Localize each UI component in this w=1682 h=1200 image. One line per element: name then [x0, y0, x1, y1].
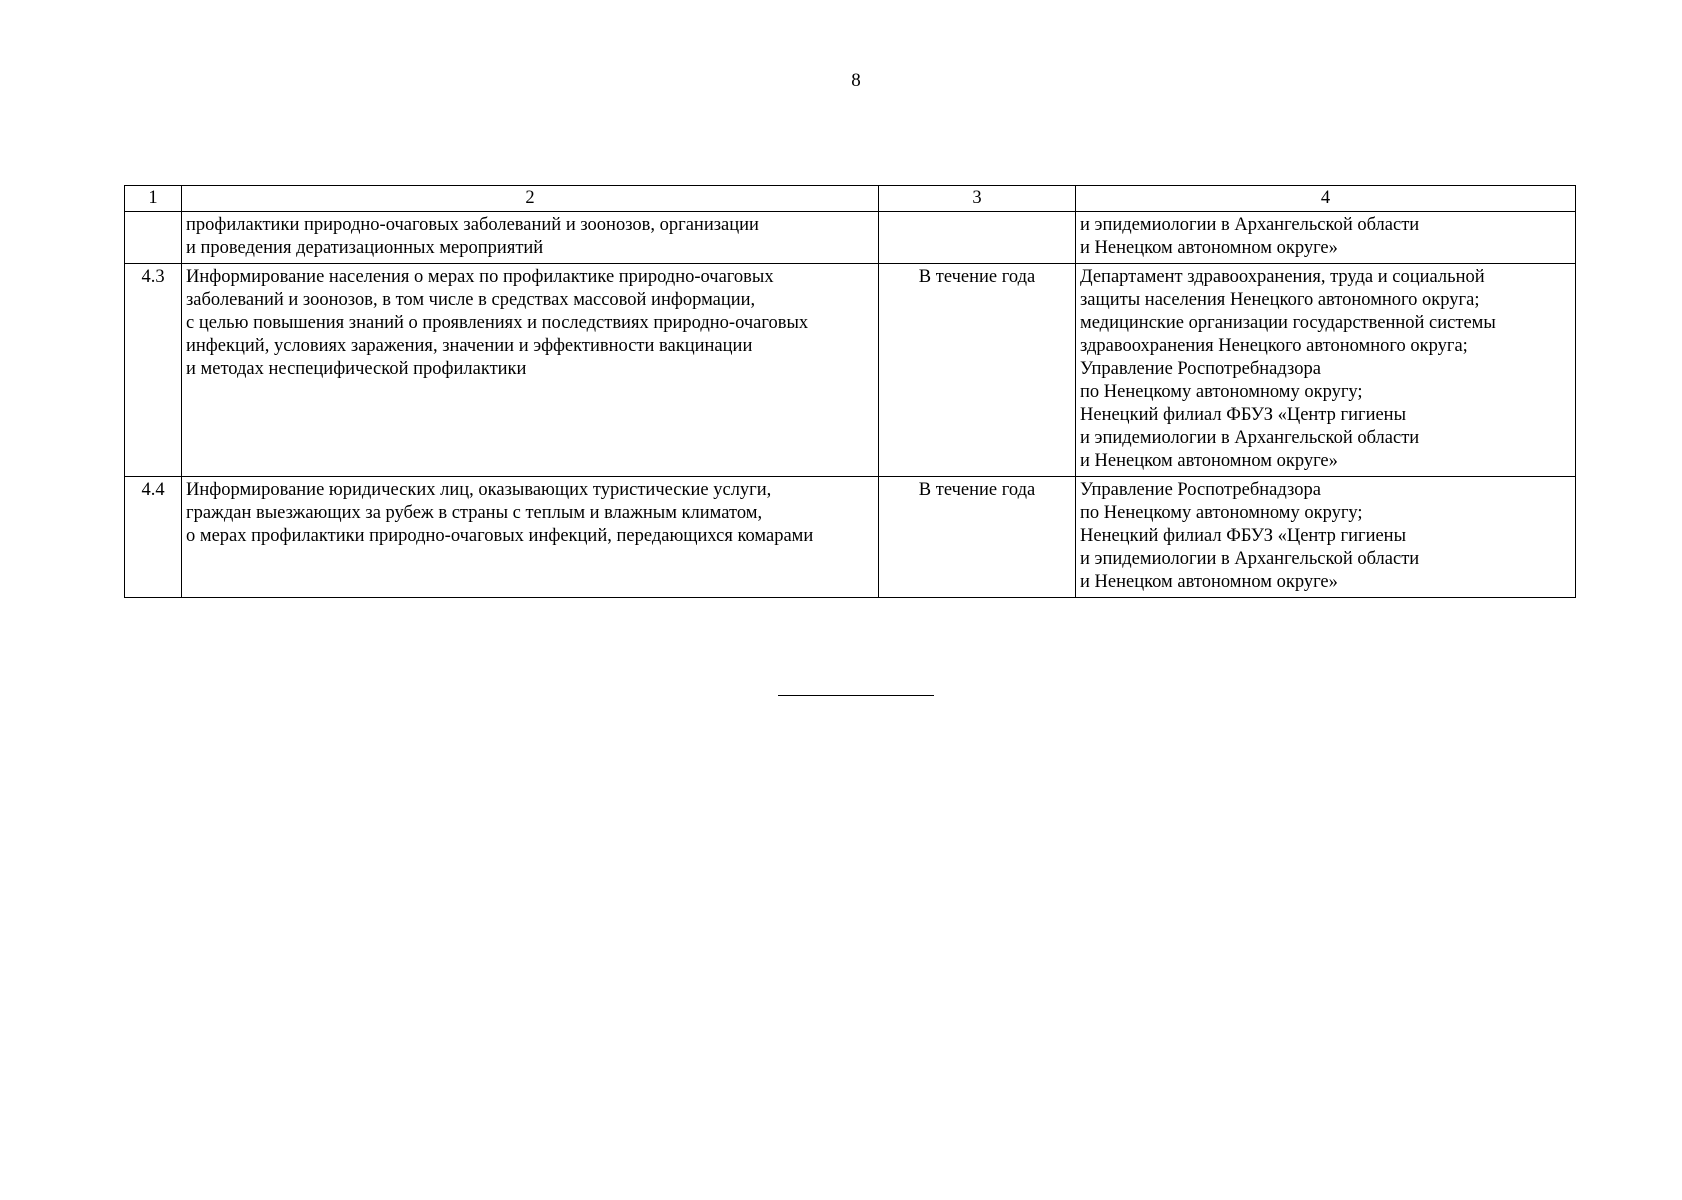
measure-cell: Информирование населения о мерах по профилактике природно-очаговых заболеваний и зоонозов, в том числе в средствах массовой информации, с целью повышения знаний о проявлениях и последствиях природно-очаговых инфекций, условиях заражения, значении и эффективности вакцинации и методах неспецифической профилактики: [182, 264, 879, 477]
table-header-row: [125, 186, 1576, 212]
executors-cell: и эпидемиологии в Архангельской области и Ненецком автономном округе»: [1076, 212, 1576, 264]
measure-cell: Информирование юридических лиц, оказывающих туристические услуги, граждан выезжающих за рубеж в страны с теплым и влажным климатом, о мерах профилактики природно-очаговых инфекций, передающихся комарами: [182, 477, 879, 598]
measure-cell: профилактики природно-очаговых заболеваний и зоонозов, организации и проведения дератизационных мероприятий: [182, 212, 879, 264]
closing-rule: [778, 695, 934, 696]
table-row: [125, 212, 1576, 264]
column-header-1: 1: [125, 186, 182, 212]
item-number-cell: [125, 212, 182, 264]
table-row: [125, 264, 1576, 477]
column-header-3: 3: [879, 186, 1076, 212]
executors-cell: Управление Роспотребнадзора по Ненецкому автономному округу; Ненецкий филиал ФБУЗ «Центр гигиены и эпидемиологии в Архангельской области и Ненецком автономном округе»: [1076, 477, 1576, 598]
column-header-2: 2: [182, 186, 879, 212]
measures-table: [124, 185, 1576, 598]
item-number-cell: 4.3: [125, 264, 182, 477]
term-cell: В течение года: [879, 477, 1076, 598]
table-row: [125, 477, 1576, 598]
item-number-cell: 4.4: [125, 477, 182, 598]
page-number: 8: [851, 70, 861, 91]
term-cell: [879, 212, 1076, 264]
executors-cell: Департамент здравоохранения, труда и социальной защиты населения Ненецкого автономного округа; медицинские организации государственной системы здравоохранения Ненецкого автономного округа; Управление Роспотребнадзора по Ненецкому автономному округу; Ненецкий филиал ФБУЗ «Центр гигиены и эпидемиологии в Архангельской области и Ненецком автономном округе»: [1076, 264, 1576, 477]
term-cell: В течение года: [879, 264, 1076, 477]
column-header-4: 4: [1076, 186, 1576, 212]
